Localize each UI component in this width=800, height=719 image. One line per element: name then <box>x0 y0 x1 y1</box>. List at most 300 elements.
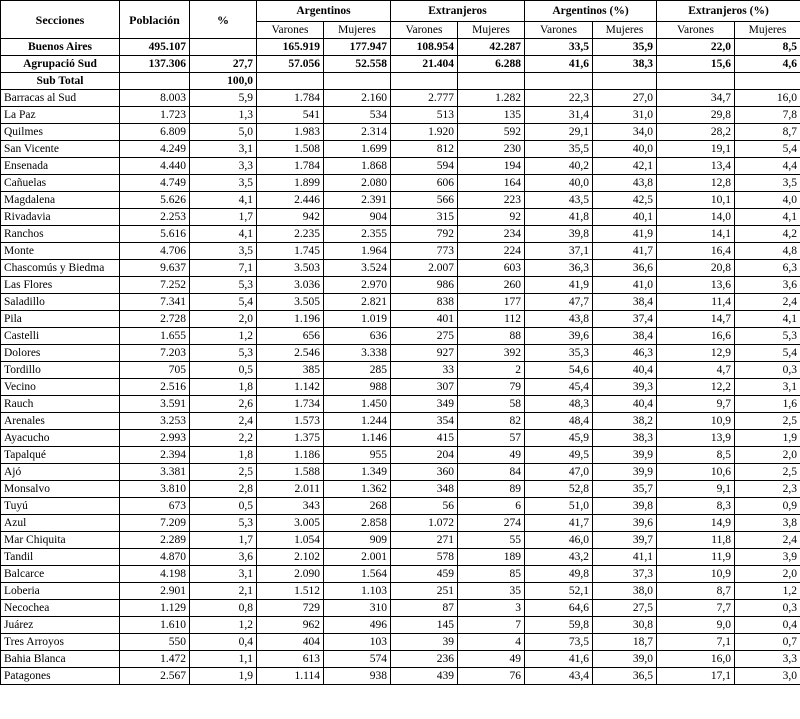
ext-varones-cell: 986 <box>391 277 458 294</box>
poblacion-cell: 2.289 <box>120 532 190 549</box>
seccion-name-cell: Necochea <box>1 600 120 617</box>
arg-pct-varones-cell: 41,8 <box>525 209 593 226</box>
poblacion-cell: 2.993 <box>120 430 190 447</box>
arg-varones-cell: 1.784 <box>257 90 324 107</box>
ext-mujeres-cell: 224 <box>458 243 525 260</box>
ext-pct-mujeres-cell: 4,1 <box>735 311 800 328</box>
arg-pct-varones-cell: 41,9 <box>525 277 593 294</box>
percent-cell: 1,1 <box>190 651 257 668</box>
ext-mujeres-cell: 76 <box>458 668 525 685</box>
ext-mujeres-cell: 55 <box>458 532 525 549</box>
empty-cell <box>324 73 391 90</box>
table-row <box>1 345 800 362</box>
ext-pct-mujeres-cell: 7,8 <box>735 107 800 124</box>
arg-pct-varones-cell: 48,3 <box>525 396 593 413</box>
poblacion-cell: 3.253 <box>120 413 190 430</box>
table-row <box>1 549 800 566</box>
header-varones: Varones <box>657 22 735 39</box>
ext-pct-varones-cell: 7,7 <box>657 600 735 617</box>
table-row <box>1 311 800 328</box>
ext-mujeres-cell: 194 <box>458 158 525 175</box>
arg-mujeres-cell: 3.524 <box>324 260 391 277</box>
arg-mujeres-cell: 909 <box>324 532 391 549</box>
percent-cell: 4,1 <box>190 226 257 243</box>
percent-cell: 0,4 <box>190 634 257 651</box>
seccion-name-cell: Tapalqué <box>1 447 120 464</box>
ext-pct-mujeres-cell: 8,7 <box>735 124 800 141</box>
arg-pct-mujeres-cell: 42,5 <box>593 192 657 209</box>
percent-cell: 5,3 <box>190 277 257 294</box>
arg-pct-mujeres-cell: 42,1 <box>593 158 657 175</box>
arg-pct-varones-cell: 41,6 <box>525 651 593 668</box>
arg-pct-mujeres-cell: 39,9 <box>593 447 657 464</box>
ext-pct-mujeres-cell: 0,3 <box>735 362 800 379</box>
ext-pct-mujeres-cell: 3,8 <box>735 515 800 532</box>
arg-varones-cell: 404 <box>257 634 324 651</box>
arg-mujeres-cell: 2.355 <box>324 226 391 243</box>
ext-pct-mujeres-cell: 0,4 <box>735 617 800 634</box>
poblacion-cell: 2.567 <box>120 668 190 685</box>
percent-cell: 5,4 <box>190 294 257 311</box>
table-body <box>1 39 800 685</box>
ext-pct-varones-cell: 34,7 <box>657 90 735 107</box>
arg-pct-varones-cell: 54,6 <box>525 362 593 379</box>
arg-pct-mujeres-cell: 35,9 <box>593 39 657 56</box>
percent-cell: 5,0 <box>190 124 257 141</box>
seccion-name-cell: Ensenada <box>1 158 120 175</box>
arg-pct-mujeres-cell: 40,1 <box>593 209 657 226</box>
poblacion-cell: 5.616 <box>120 226 190 243</box>
header-mujeres: Mujeres <box>593 22 657 39</box>
arg-pct-varones-cell: 39,6 <box>525 328 593 345</box>
percent-cell: 2,4 <box>190 413 257 430</box>
arg-pct-varones-cell: 49,5 <box>525 447 593 464</box>
arg-varones-cell: 1.375 <box>257 430 324 447</box>
header-mujeres: Mujeres <box>735 22 800 39</box>
header-poblacion: Población <box>120 1 190 39</box>
arg-varones-cell: 3.505 <box>257 294 324 311</box>
table-row <box>1 617 800 634</box>
ext-varones-cell: 415 <box>391 430 458 447</box>
seccion-name-cell: Las Flores <box>1 277 120 294</box>
ext-varones-cell: 513 <box>391 107 458 124</box>
arg-varones-cell: 1.196 <box>257 311 324 328</box>
arg-varones-cell: 656 <box>257 328 324 345</box>
table-row <box>1 481 800 498</box>
table-row <box>1 294 800 311</box>
arg-pct-mujeres-cell: 39,8 <box>593 498 657 515</box>
ext-pct-mujeres-cell: 2,0 <box>735 447 800 464</box>
ext-mujeres-cell: 112 <box>458 311 525 328</box>
seccion-name-cell: Dolores <box>1 345 120 362</box>
arg-pct-varones-cell: 45,4 <box>525 379 593 396</box>
seccion-name-cell: Juárez <box>1 617 120 634</box>
table-row <box>1 583 800 600</box>
percent-cell: 100,0 <box>190 73 257 90</box>
ext-pct-mujeres-cell: 3,1 <box>735 379 800 396</box>
arg-pct-varones-cell: 40,0 <box>525 175 593 192</box>
percent-cell: 1,8 <box>190 379 257 396</box>
ext-mujeres-cell: 4 <box>458 634 525 651</box>
percent-cell: 0,8 <box>190 600 257 617</box>
ext-mujeres-cell: 392 <box>458 345 525 362</box>
seccion-name-cell: Magdalena <box>1 192 120 209</box>
ext-varones-cell: 1.920 <box>391 124 458 141</box>
arg-mujeres-cell: 1.964 <box>324 243 391 260</box>
poblacion-cell: 4.198 <box>120 566 190 583</box>
header-mujeres: Mujeres <box>324 22 391 39</box>
seccion-name-cell: Bahia Blanca <box>1 651 120 668</box>
ext-pct-mujeres-cell: 3,3 <box>735 651 800 668</box>
arg-pct-mujeres-cell: 38,2 <box>593 413 657 430</box>
ext-pct-varones-cell: 16,0 <box>657 651 735 668</box>
ext-mujeres-cell: 7 <box>458 617 525 634</box>
seccion-name-cell: Vecino <box>1 379 120 396</box>
arg-pct-mujeres-cell: 43,8 <box>593 175 657 192</box>
arg-pct-mujeres-cell: 37,4 <box>593 311 657 328</box>
ext-mujeres-cell: 82 <box>458 413 525 430</box>
arg-varones-cell: 962 <box>257 617 324 634</box>
ext-pct-varones-cell: 16,4 <box>657 243 735 260</box>
percent-cell: 4,1 <box>190 192 257 209</box>
ext-pct-varones-cell: 8,3 <box>657 498 735 515</box>
ext-varones-cell: 87 <box>391 600 458 617</box>
percent-cell: 5,3 <box>190 515 257 532</box>
ext-pct-mujeres-cell: 16,0 <box>735 90 800 107</box>
table-row <box>1 668 800 685</box>
ext-varones-cell: 271 <box>391 532 458 549</box>
arg-mujeres-cell: 988 <box>324 379 391 396</box>
poblacion-cell: 1.655 <box>120 328 190 345</box>
ext-pct-mujeres-cell: 8,5 <box>735 39 800 56</box>
header-extranjeros: Extranjeros <box>391 1 525 22</box>
arg-pct-varones-cell: 36,3 <box>525 260 593 277</box>
ext-pct-mujeres-cell: 2,5 <box>735 464 800 481</box>
arg-pct-mujeres-cell: 39,9 <box>593 464 657 481</box>
arg-varones-cell: 3.036 <box>257 277 324 294</box>
arg-mujeres-cell: 1.349 <box>324 464 391 481</box>
arg-mujeres-cell: 1.362 <box>324 481 391 498</box>
ext-pct-varones-cell: 4,7 <box>657 362 735 379</box>
arg-mujeres-cell: 268 <box>324 498 391 515</box>
arg-mujeres-cell: 310 <box>324 600 391 617</box>
poblacion-cell: 550 <box>120 634 190 651</box>
table-row <box>1 430 800 447</box>
ext-pct-varones-cell: 10,9 <box>657 566 735 583</box>
percent-cell: 3,3 <box>190 158 257 175</box>
percent-cell: 3,5 <box>190 243 257 260</box>
ext-varones-cell: 360 <box>391 464 458 481</box>
arg-pct-mujeres-cell: 41,9 <box>593 226 657 243</box>
arg-varones-cell: 2.011 <box>257 481 324 498</box>
table-row <box>1 464 800 481</box>
ext-varones-cell: 349 <box>391 396 458 413</box>
arg-varones-cell: 165.919 <box>257 39 324 56</box>
ext-pct-varones-cell: 11,8 <box>657 532 735 549</box>
ext-pct-mujeres-cell: 2,3 <box>735 481 800 498</box>
poblacion-cell: 7.203 <box>120 345 190 362</box>
arg-pct-varones-cell: 22,3 <box>525 90 593 107</box>
ext-pct-mujeres-cell: 4,1 <box>735 209 800 226</box>
seccion-name-cell: Ranchos <box>1 226 120 243</box>
summary-row <box>1 56 800 73</box>
poblacion-cell: 2.516 <box>120 379 190 396</box>
ext-pct-varones-cell: 11,4 <box>657 294 735 311</box>
arg-pct-mujeres-cell: 39,7 <box>593 532 657 549</box>
ext-varones-cell: 566 <box>391 192 458 209</box>
poblacion-cell: 9.637 <box>120 260 190 277</box>
percent-cell: 2,6 <box>190 396 257 413</box>
ext-varones-cell: 2.777 <box>391 90 458 107</box>
summary-row <box>1 39 800 56</box>
arg-pct-varones-cell: 41,7 <box>525 515 593 532</box>
arg-pct-mujeres-cell: 37,3 <box>593 566 657 583</box>
ext-pct-varones-cell: 29,8 <box>657 107 735 124</box>
ext-pct-mujeres-cell: 3,5 <box>735 175 800 192</box>
ext-mujeres-cell: 177 <box>458 294 525 311</box>
ext-varones-cell: 204 <box>391 447 458 464</box>
ext-varones-cell: 792 <box>391 226 458 243</box>
arg-pct-varones-cell: 73,5 <box>525 634 593 651</box>
percent-cell: 3,5 <box>190 175 257 192</box>
arg-pct-mujeres-cell: 41,0 <box>593 277 657 294</box>
empty-cell <box>391 73 458 90</box>
poblacion-cell: 5.626 <box>120 192 190 209</box>
ext-pct-mujeres-cell: 3,6 <box>735 277 800 294</box>
percent-cell: 1,9 <box>190 668 257 685</box>
ext-varones-cell: 2.007 <box>391 260 458 277</box>
table-row <box>1 260 800 277</box>
ext-pct-varones-cell: 10,9 <box>657 413 735 430</box>
ext-varones-cell: 307 <box>391 379 458 396</box>
ext-varones-cell: 594 <box>391 158 458 175</box>
arg-mujeres-cell: 2.970 <box>324 277 391 294</box>
ext-mujeres-cell: 92 <box>458 209 525 226</box>
arg-varones-cell: 2.235 <box>257 226 324 243</box>
ext-mujeres-cell: 274 <box>458 515 525 532</box>
ext-pct-varones-cell: 12,9 <box>657 345 735 362</box>
ext-mujeres-cell: 6.288 <box>458 56 525 73</box>
ext-varones-cell: 354 <box>391 413 458 430</box>
arg-pct-varones-cell: 52,1 <box>525 583 593 600</box>
ext-varones-cell: 145 <box>391 617 458 634</box>
seccion-name-cell: Mar Chiquita <box>1 532 120 549</box>
table-row <box>1 396 800 413</box>
ext-varones-cell: 56 <box>391 498 458 515</box>
percent-cell: 1,7 <box>190 209 257 226</box>
ext-pct-varones-cell: 9,1 <box>657 481 735 498</box>
ext-varones-cell: 927 <box>391 345 458 362</box>
ext-mujeres-cell: 603 <box>458 260 525 277</box>
ext-pct-varones-cell: 10,6 <box>657 464 735 481</box>
arg-pct-mujeres-cell: 36,5 <box>593 668 657 685</box>
ext-pct-mujeres-cell: 0,9 <box>735 498 800 515</box>
ext-pct-mujeres-cell: 4,0 <box>735 192 800 209</box>
table-row <box>1 447 800 464</box>
ext-varones-cell: 401 <box>391 311 458 328</box>
ext-pct-mujeres-cell: 2,5 <box>735 413 800 430</box>
arg-mujeres-cell: 1.103 <box>324 583 391 600</box>
arg-mujeres-cell: 1.019 <box>324 311 391 328</box>
arg-pct-mujeres-cell: 35,7 <box>593 481 657 498</box>
percent-cell: 1,3 <box>190 107 257 124</box>
seccion-name-cell: Castelli <box>1 328 120 345</box>
ext-pct-varones-cell: 13,4 <box>657 158 735 175</box>
table-row <box>1 413 800 430</box>
poblacion-cell: 2.901 <box>120 583 190 600</box>
arg-pct-varones-cell: 52,8 <box>525 481 593 498</box>
seccion-name-cell: La Paz <box>1 107 120 124</box>
arg-mujeres-cell: 534 <box>324 107 391 124</box>
poblacion-cell: 2.253 <box>120 209 190 226</box>
arg-pct-varones-cell: 31,4 <box>525 107 593 124</box>
seccion-name-cell: Balcarce <box>1 566 120 583</box>
seccion-name-cell: Chascomús y Biedma <box>1 260 120 277</box>
arg-mujeres-cell: 1.244 <box>324 413 391 430</box>
ext-pct-varones-cell: 16,6 <box>657 328 735 345</box>
poblacion-cell: 4.440 <box>120 158 190 175</box>
arg-pct-mujeres-cell: 46,3 <box>593 345 657 362</box>
ext-pct-varones-cell: 14,7 <box>657 311 735 328</box>
seccion-name-cell: Tres Arroyos <box>1 634 120 651</box>
ext-pct-varones-cell: 13,9 <box>657 430 735 447</box>
ext-pct-mujeres-cell: 6,3 <box>735 260 800 277</box>
arg-mujeres-cell: 2.821 <box>324 294 391 311</box>
percent-cell: 7,1 <box>190 260 257 277</box>
arg-varones-cell: 541 <box>257 107 324 124</box>
ext-pct-varones-cell: 11,9 <box>657 549 735 566</box>
arg-pct-mujeres-cell: 34,0 <box>593 124 657 141</box>
arg-mujeres-cell: 955 <box>324 447 391 464</box>
seccion-name-cell: Ajó <box>1 464 120 481</box>
arg-mujeres-cell: 285 <box>324 362 391 379</box>
arg-mujeres-cell: 2.080 <box>324 175 391 192</box>
arg-pct-mujeres-cell: 41,1 <box>593 549 657 566</box>
ext-mujeres-cell: 189 <box>458 549 525 566</box>
arg-varones-cell: 385 <box>257 362 324 379</box>
percent-cell: 2,0 <box>190 311 257 328</box>
arg-pct-mujeres-cell: 36,6 <box>593 260 657 277</box>
ext-mujeres-cell: 230 <box>458 141 525 158</box>
ext-pct-mujeres-cell: 1,2 <box>735 583 800 600</box>
arg-mujeres-cell: 2.314 <box>324 124 391 141</box>
ext-pct-mujeres-cell: 3,0 <box>735 668 800 685</box>
table-row <box>1 209 800 226</box>
empty-cell <box>525 73 593 90</box>
arg-pct-mujeres-cell: 39,3 <box>593 379 657 396</box>
seccion-name-cell: Loberia <box>1 583 120 600</box>
ext-varones-cell: 108.954 <box>391 39 458 56</box>
ext-pct-mujeres-cell: 1,6 <box>735 396 800 413</box>
percent-cell <box>190 39 257 56</box>
table-row <box>1 651 800 668</box>
arg-mujeres-cell: 2.001 <box>324 549 391 566</box>
ext-varones-cell: 348 <box>391 481 458 498</box>
percent-cell: 0,5 <box>190 362 257 379</box>
seccion-name-cell: Rivadavia <box>1 209 120 226</box>
arg-varones-cell: 2.090 <box>257 566 324 583</box>
seccion-name-cell: Monte <box>1 243 120 260</box>
ext-mujeres-cell: 88 <box>458 328 525 345</box>
seccion-name-cell: Patagones <box>1 668 120 685</box>
percent-cell: 0,5 <box>190 498 257 515</box>
seccion-name-cell: Ayacucho <box>1 430 120 447</box>
ext-varones-cell: 21.404 <box>391 56 458 73</box>
ext-pct-mujeres-cell: 2,0 <box>735 566 800 583</box>
arg-pct-varones-cell: 47,0 <box>525 464 593 481</box>
seccion-name-cell: Azul <box>1 515 120 532</box>
poblacion-cell: 8.003 <box>120 90 190 107</box>
arg-mujeres-cell: 2.160 <box>324 90 391 107</box>
poblacion-cell: 2.728 <box>120 311 190 328</box>
ext-pct-varones-cell: 12,2 <box>657 379 735 396</box>
seccion-name-cell: Rauch <box>1 396 120 413</box>
arg-pct-mujeres-cell: 41,7 <box>593 243 657 260</box>
ext-pct-varones-cell: 28,2 <box>657 124 735 141</box>
table-row <box>1 600 800 617</box>
arg-varones-cell: 1.508 <box>257 141 324 158</box>
arg-pct-mujeres-cell: 38,0 <box>593 583 657 600</box>
seccion-name-cell: Tandil <box>1 549 120 566</box>
ext-varones-cell: 1.072 <box>391 515 458 532</box>
arg-varones-cell: 1.745 <box>257 243 324 260</box>
arg-varones-cell: 3.503 <box>257 260 324 277</box>
poblacion-cell: 7.341 <box>120 294 190 311</box>
poblacion-cell: 3.810 <box>120 481 190 498</box>
ext-varones-cell: 838 <box>391 294 458 311</box>
arg-varones-cell: 2.446 <box>257 192 324 209</box>
table-row <box>1 192 800 209</box>
arg-mujeres-cell: 496 <box>324 617 391 634</box>
seccion-name-cell: Tuyú <box>1 498 120 515</box>
ext-pct-mujeres-cell: 3,9 <box>735 549 800 566</box>
ext-pct-mujeres-cell: 0,7 <box>735 634 800 651</box>
percent-cell: 1,2 <box>190 617 257 634</box>
arg-pct-mujeres-cell: 39,0 <box>593 651 657 668</box>
ext-mujeres-cell: 79 <box>458 379 525 396</box>
arg-mujeres-cell: 1.564 <box>324 566 391 583</box>
ext-pct-varones-cell: 12,8 <box>657 175 735 192</box>
percent-cell: 5,3 <box>190 345 257 362</box>
ext-pct-varones-cell: 10,1 <box>657 192 735 209</box>
header-argentinos: Argentinos <box>257 1 391 22</box>
seccion-name-cell: San Vicente <box>1 141 120 158</box>
ext-varones-cell: 251 <box>391 583 458 600</box>
ext-mujeres-cell: 223 <box>458 192 525 209</box>
poblacion-cell: 2.394 <box>120 447 190 464</box>
arg-pct-varones-cell: 46,0 <box>525 532 593 549</box>
table-row <box>1 379 800 396</box>
arg-varones-cell: 1.114 <box>257 668 324 685</box>
ext-pct-mujeres-cell: 4,4 <box>735 158 800 175</box>
percent-cell: 2,1 <box>190 583 257 600</box>
ext-mujeres-cell: 57 <box>458 430 525 447</box>
seccion-name-cell: Monsalvo <box>1 481 120 498</box>
ext-mujeres-cell: 42.287 <box>458 39 525 56</box>
arg-pct-varones-cell: 43,2 <box>525 549 593 566</box>
arg-pct-varones-cell: 49,8 <box>525 566 593 583</box>
ext-pct-mujeres-cell: 2,4 <box>735 532 800 549</box>
ext-mujeres-cell: 2 <box>458 362 525 379</box>
arg-mujeres-cell: 1.450 <box>324 396 391 413</box>
arg-pct-varones-cell: 40,2 <box>525 158 593 175</box>
empty-cell <box>735 73 800 90</box>
arg-pct-varones-cell: 43,4 <box>525 668 593 685</box>
arg-varones-cell: 1.512 <box>257 583 324 600</box>
arg-pct-mujeres-cell: 38,4 <box>593 328 657 345</box>
arg-pct-mujeres-cell: 40,0 <box>593 141 657 158</box>
arg-varones-cell: 3.005 <box>257 515 324 532</box>
